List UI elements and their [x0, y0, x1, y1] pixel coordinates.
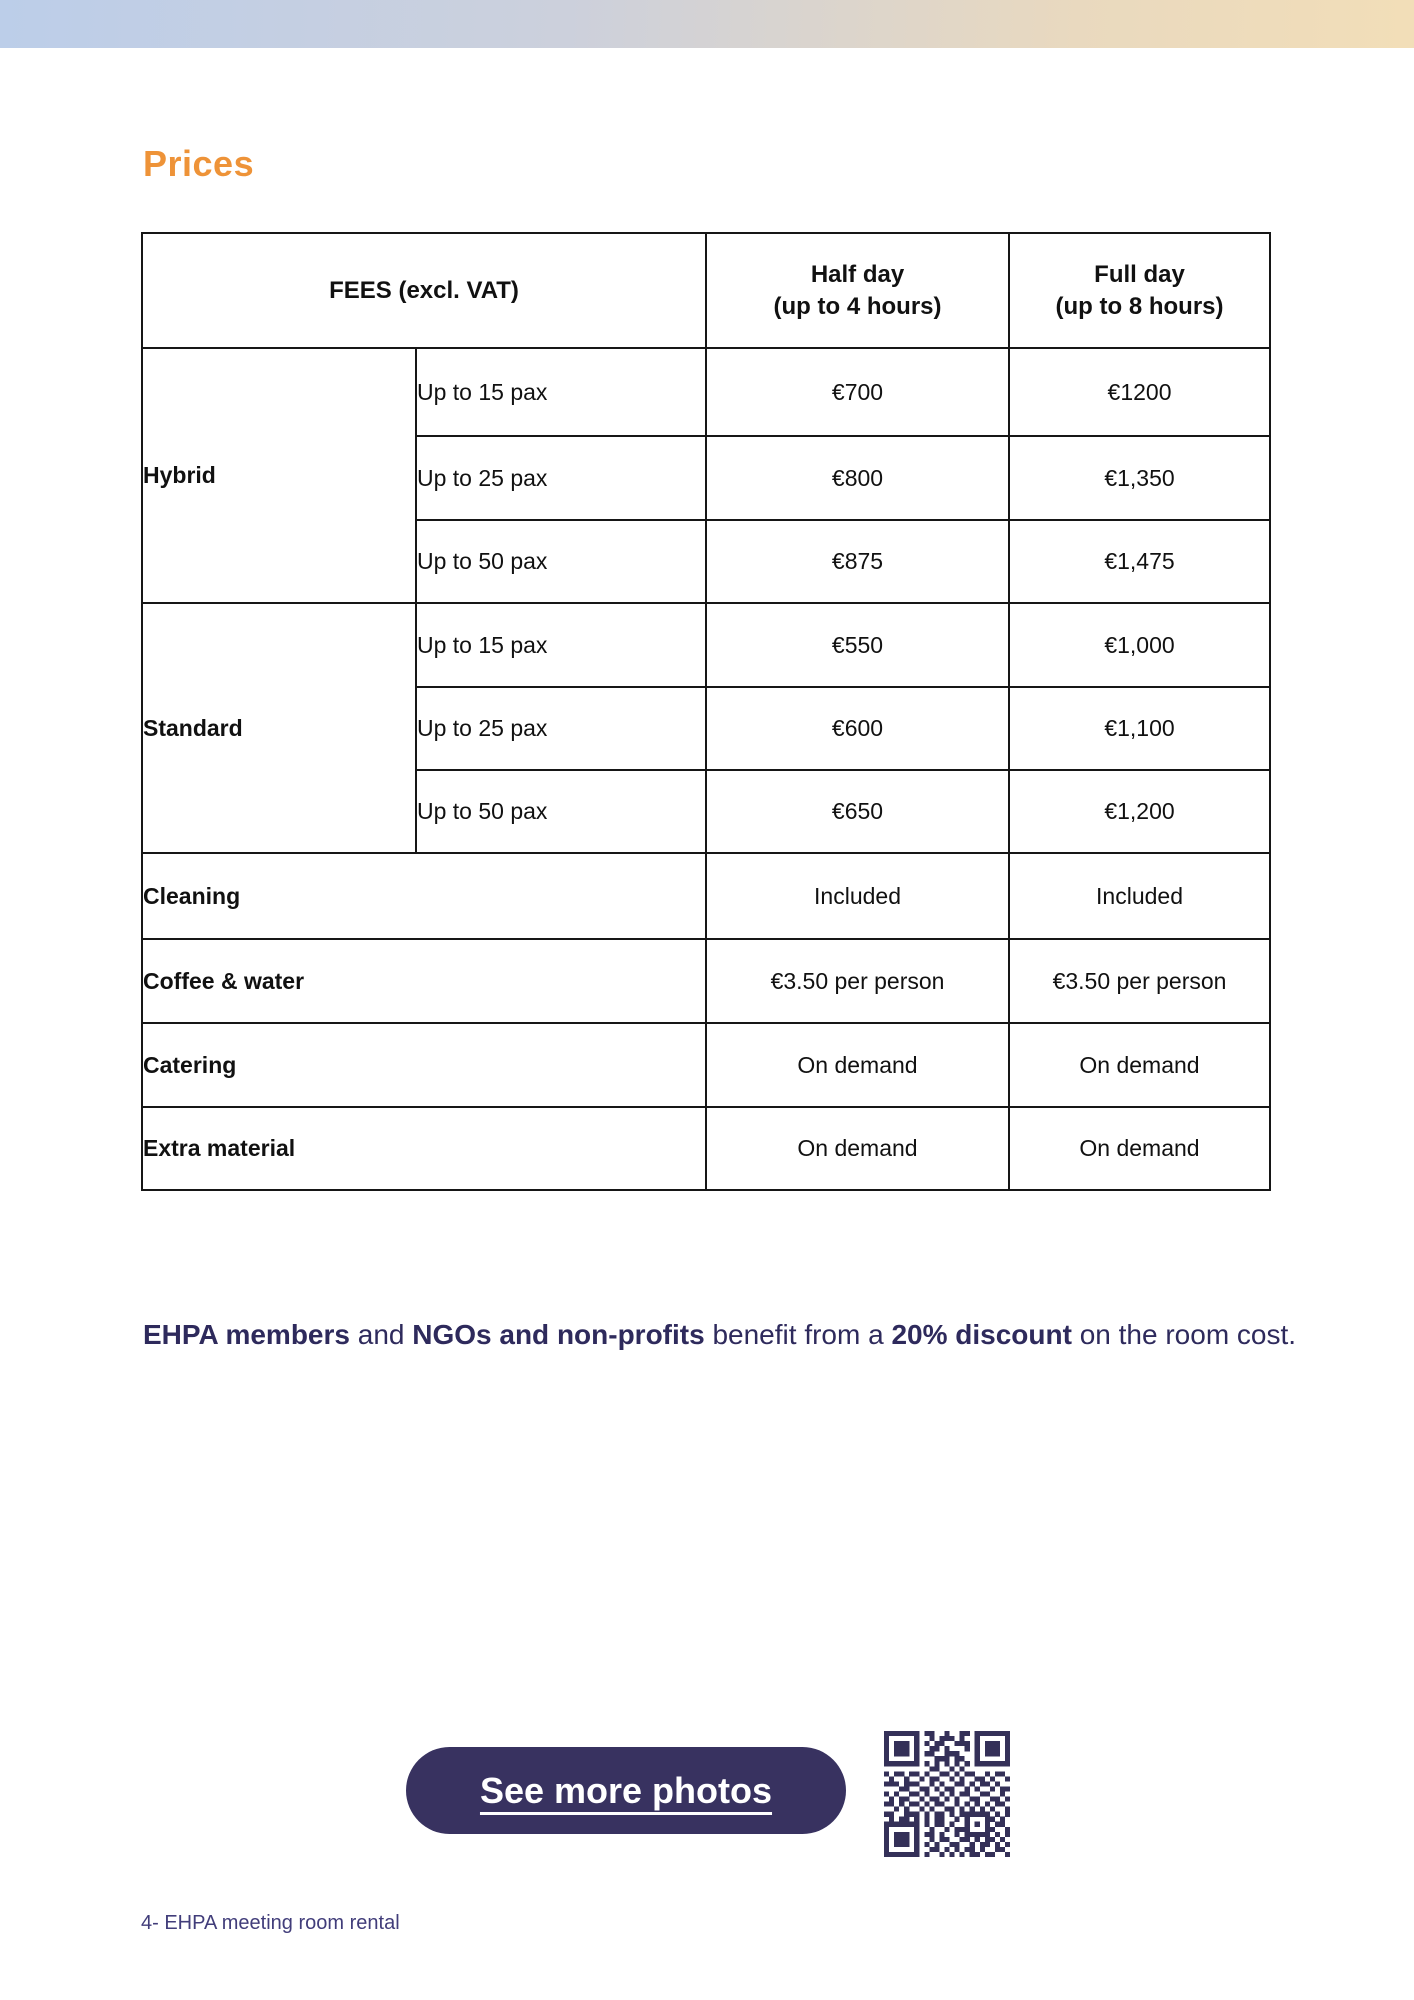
- half-day-subtitle: (up to 4 hours): [773, 292, 942, 320]
- price-cell: €1200: [1009, 348, 1270, 436]
- value-cell: Included: [1009, 853, 1270, 939]
- price-cell: €800: [706, 436, 1009, 520]
- price-cell: €1,475: [1009, 520, 1270, 603]
- note-segment: on the room cost.: [1071, 1319, 1297, 1350]
- page-title: Prices: [143, 143, 255, 184]
- price-cell: €650: [706, 770, 1009, 853]
- price-cell: €875: [706, 520, 1009, 603]
- extra-label-coffee-water: Coffee & water: [142, 939, 706, 1023]
- full-day-subtitle: (up to 8 hours): [1055, 292, 1224, 320]
- value-cell: €3.50 per person: [706, 939, 1009, 1023]
- prices-table: [141, 232, 1271, 1191]
- full-day-title: Full day: [1094, 260, 1185, 288]
- value-cell: Included: [706, 853, 1009, 939]
- price-cell: €1,200: [1009, 770, 1270, 853]
- group-label-hybrid: Hybrid: [142, 348, 416, 603]
- capacity-cell: Up to 50 pax: [416, 520, 706, 603]
- discount-note: [143, 1313, 1303, 1357]
- table-row: [142, 603, 1270, 687]
- half-day-header-cell: [706, 233, 1009, 348]
- capacity-cell: Up to 25 pax: [416, 436, 706, 520]
- value-cell: €3.50 per person: [1009, 939, 1270, 1023]
- capacity-cell: Up to 15 pax: [416, 603, 706, 687]
- table-row: [142, 853, 1270, 939]
- header-gradient-band: [0, 0, 1414, 48]
- price-cell: €700: [706, 348, 1009, 436]
- extra-label-extra-material: Extra material: [142, 1107, 706, 1190]
- note-segment: 20% discount: [891, 1319, 1072, 1350]
- table-row: [142, 1107, 1270, 1190]
- capacity-cell: Up to 25 pax: [416, 687, 706, 770]
- group-label-standard: Standard: [142, 603, 416, 853]
- qr-code: [884, 1731, 1010, 1857]
- see-more-photos-label: See more photos: [479, 1769, 773, 1811]
- extra-label-cleaning: Cleaning: [142, 853, 706, 939]
- price-cell: €600: [706, 687, 1009, 770]
- note-segment: benefit from a: [704, 1319, 892, 1350]
- capacity-cell: Up to 15 pax: [416, 348, 706, 436]
- value-cell: On demand: [1009, 1023, 1270, 1107]
- half-day-title: Half day: [810, 260, 905, 288]
- value-cell: On demand: [706, 1023, 1009, 1107]
- note-segment: and: [349, 1319, 413, 1350]
- extra-label-catering: Catering: [142, 1023, 706, 1107]
- price-cell: €1,000: [1009, 603, 1270, 687]
- capacity-cell: Up to 50 pax: [416, 770, 706, 853]
- table-row: [142, 1023, 1270, 1107]
- fees-header-cell: FEES (excl. VAT): [142, 233, 706, 348]
- full-day-header-cell: [1009, 233, 1270, 348]
- price-cell: €1,100: [1009, 687, 1270, 770]
- table-row: [142, 348, 1270, 436]
- page-footer: 4- EHPA meeting room rental: [141, 1912, 400, 1934]
- value-cell: On demand: [1009, 1107, 1270, 1190]
- note-segment: NGOs and non-profits: [412, 1319, 705, 1350]
- value-cell: On demand: [706, 1107, 1009, 1190]
- note-segment: EHPA members: [143, 1319, 350, 1350]
- table-header-row: [142, 233, 1270, 348]
- price-cell: €550: [706, 603, 1009, 687]
- price-cell: €1,350: [1009, 436, 1270, 520]
- see-more-photos-button[interactable]: [406, 1747, 846, 1834]
- table-row: [142, 939, 1270, 1023]
